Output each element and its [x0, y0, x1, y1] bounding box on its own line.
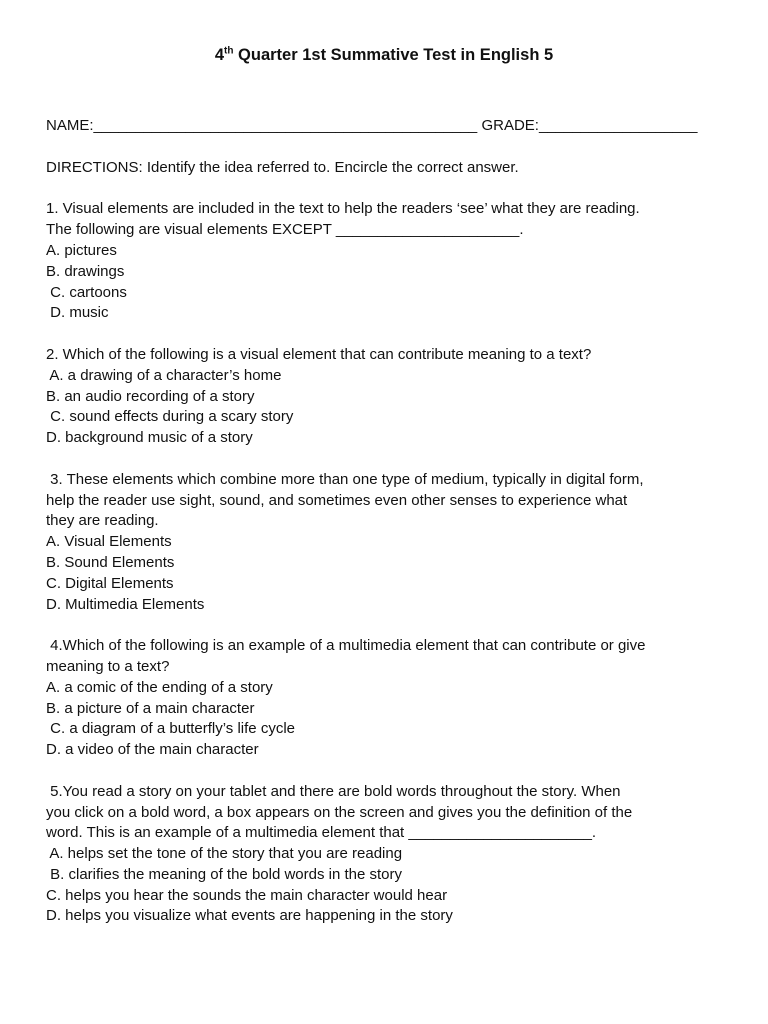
question-5-option-a: A. helps set the tone of the story that you are reading: [46, 845, 403, 863]
question-4: [46, 636, 736, 761]
header-fields: [46, 116, 736, 137]
title-superscript: th: [224, 45, 234, 57]
question-1-option-c: C. cartoons: [46, 283, 127, 301]
question-3-option-a: A. Visual Elements: [46, 533, 172, 551]
question-4-option-b: B. a picture of a main character: [46, 699, 255, 717]
question-5-stem-line-3: word. This is an example of a multimedia element that ______________________.: [46, 824, 597, 842]
question-4-option-a: A. a comic of the ending of a story: [46, 678, 273, 696]
question-1-option-b: B. drawings: [46, 262, 125, 280]
question-1-option-d: D. music: [46, 304, 109, 322]
question-5-stem-line-2: you click on a bold word, a box appears on the screen and gives you the definition of the: [46, 803, 633, 821]
title-rest: Quarter 1st Summative Test in English 5: [233, 46, 554, 64]
name-label: NAME:: [46, 117, 94, 134]
title-prefix: 4: [214, 46, 224, 64]
question-3-option-c: C. Digital Elements: [46, 574, 174, 592]
question-1-stem-line-1: 1. Visual elements are included in the text to help the readers ‘see’ what they are reading.: [46, 200, 640, 218]
question-5-option-c: C. helps you hear the sounds the main character would hear: [46, 886, 448, 904]
question-3-option-d: D. Multimedia Elements: [46, 595, 205, 613]
grade-label: GRADE:: [481, 117, 539, 134]
grade-blank: ___________________: [538, 117, 698, 134]
question-4-option-c: C. a diagram of a butterfly’s life cycle: [46, 720, 295, 738]
question-3-stem-line-2: help the reader use sight, sound, and sometimes even other senses to experience what: [46, 491, 628, 509]
question-2-stem-line-1: 2. Which of the following is a visual element that can contribute meaning to a text?: [46, 345, 592, 363]
question-2-option-a: A. a drawing of a character’s home: [46, 366, 282, 384]
question-4-stem-line-1: 4.Which of the following is an example of a multimedia element that can contribute or give: [46, 637, 646, 655]
page-title: [0, 44, 768, 66]
question-2-option-d: D. background music of a story: [46, 429, 253, 447]
question-5-stem-line-1: 5.You read a story on your tablet and there are bold words throughout the story. When: [46, 782, 621, 800]
question-5-option-d: D. helps you visualize what events are happening in the story: [46, 907, 453, 925]
question-2: [46, 345, 736, 449]
name-blank: ______________________________________________: [93, 117, 478, 134]
test-body: [46, 116, 736, 927]
question-3: [46, 470, 736, 616]
question-4-stem-line-2: meaning to a text?: [46, 657, 170, 675]
question-1: [46, 199, 736, 324]
directions: DIRECTIONS: Identify the idea referred to. Encircle the correct answer.: [46, 158, 519, 176]
question-4-option-d: D. a video of the main character: [46, 741, 259, 759]
question-5: [46, 782, 736, 928]
question-1-stem-line-2: The following are visual elements EXCEPT ______________________.: [46, 221, 524, 239]
question-3-stem-line-1: 3. These elements which combine more than one type of medium, typically in digital form,: [46, 470, 644, 488]
question-2-option-b: B. an audio recording of a story: [46, 387, 255, 405]
question-3-option-b: B. Sound Elements: [46, 553, 175, 571]
question-3-stem-line-3: they are reading.: [46, 512, 159, 530]
question-1-option-a: A. pictures: [46, 241, 117, 259]
question-5-option-b: B. clarifies the meaning of the bold words in the story: [46, 865, 403, 883]
question-2-option-c: C. sound effects during a scary story: [46, 408, 294, 426]
